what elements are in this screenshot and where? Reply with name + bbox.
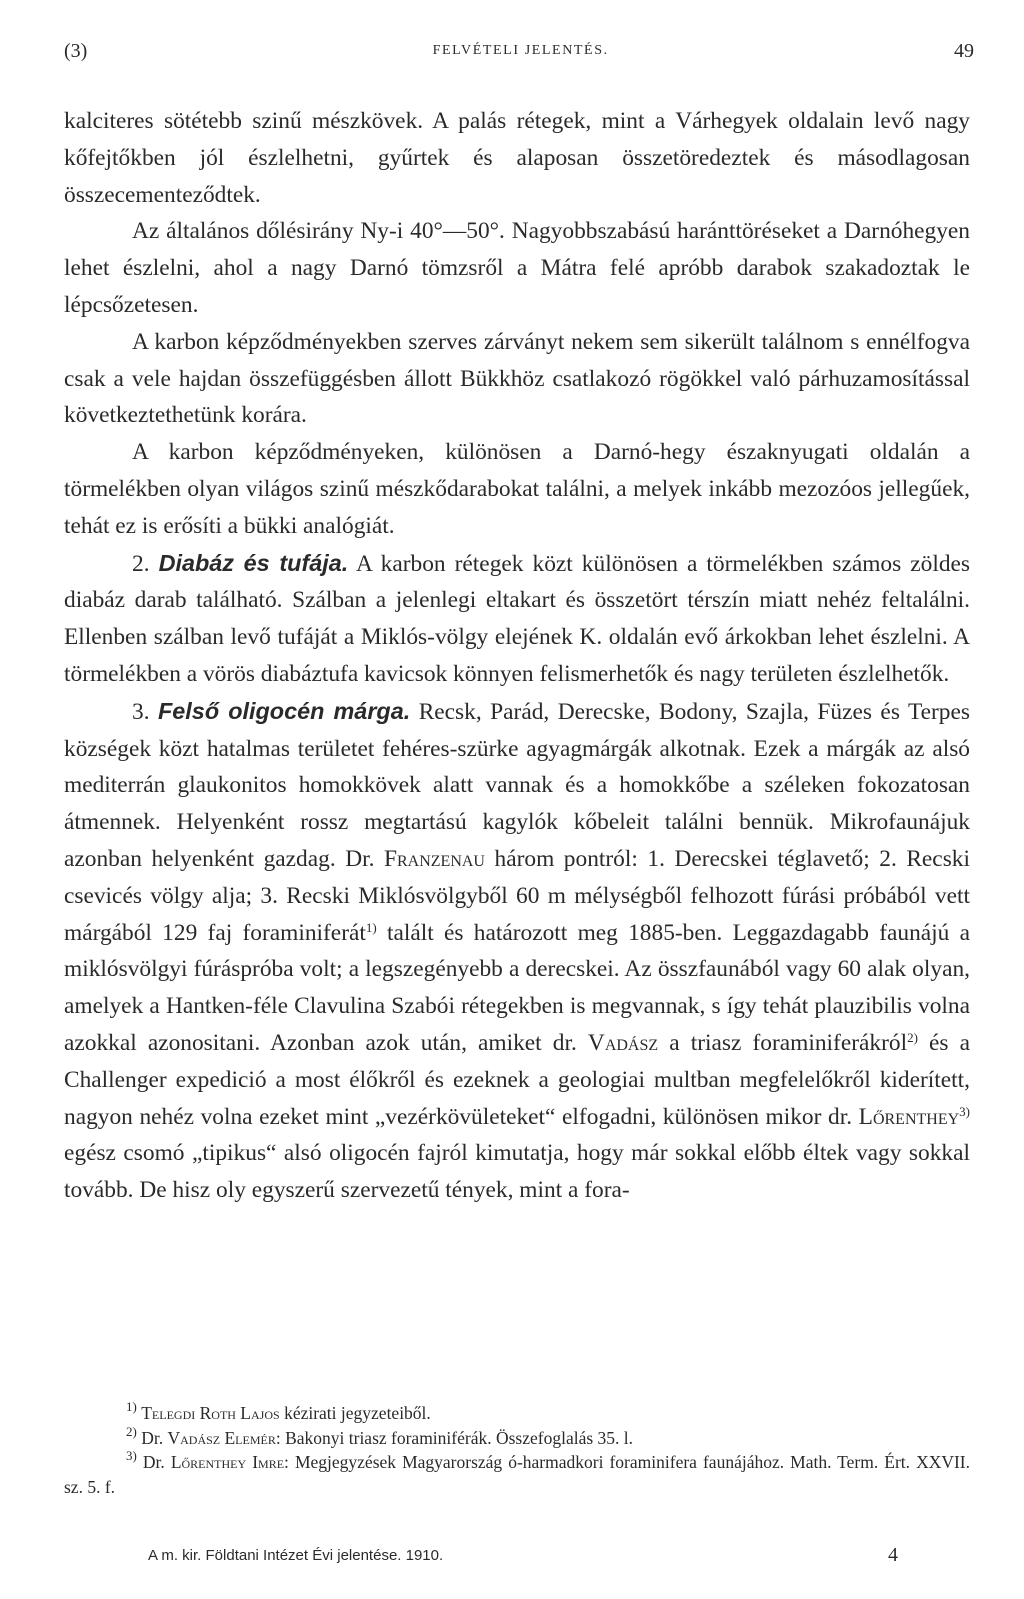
- paragraph-1: kalciteres sötétebb szinű mészkövek. A palás rétegek, mint a Várhegyek oldalain levő nagy kőfejtőkben jól észlelhetni, gyűrtek és alaposan összetöredeztek és másodlagosan összecementeződtek.: [64, 108, 970, 208]
- footnote-2-author: Vadász Elemér:: [167, 1427, 281, 1448]
- page-footer: [148, 1544, 898, 1567]
- paragraph-5: [64, 545, 970, 693]
- running-title: FELVÉTELI JELENTÉS.: [432, 43, 609, 58]
- footnote-ref-2[interactable]: 2): [907, 1029, 918, 1045]
- footnote-1-text: kézirati jegyzeteiből.: [284, 1403, 431, 1423]
- footnote-2-number: 2): [126, 1423, 137, 1439]
- section-3-heading: Felső oligocén márga.: [158, 697, 411, 724]
- author-lorenthey: Lőrenthey: [858, 1103, 960, 1130]
- footnote-ref-1[interactable]: 1): [365, 919, 377, 935]
- page-header: [64, 36, 974, 66]
- paragraph-6-part-e: és a Challenger expedició a most élőkről és ezeknek a geologiai multban megfelelőkről kiderített, nagyon nehéz volna ezeket mint „vezérkövületeket“ elfogadni, különösen mikor dr.: [64, 1029, 970, 1130]
- paragraph-6-part-a: Recsk, Parád, Derecske, Bodony, Szajla, Füzes és Terpes községek közt hatalmas területet fehéres-szürke agyagmárgák alkotnak. Ezek a márgák az alsó mediterrán glaukonitos homokkövek alatt vannak és a homokkőbe a széleken fokozatosan átmennek. Helyenként rossz megtartású kagylók kőbeleit találni bennük. Mikrofaunájuk azonban helyenként gazdag. Dr.: [64, 698, 970, 872]
- paragraph-4: A karbon képződményeken, különösen a Darnó-hegy északnyugati oldalán a törmelékben olyan világos szinű mészkődarabokat találni, a melyek inkább mezozóos jellegűek, tehát ez is erősíti a bükki analógiát.: [64, 439, 970, 539]
- paragraph-6-part-f: egész csomó „tipikus“ alsó oligocén fajról kimutatja, hogy már sokkal előbb éltek vagy sokkal tovább. De hisz oly egyszerű szervezetű tények, mint a fora-: [64, 1140, 970, 1204]
- publication-line: A m. kir. Földtani Intézet Évi jelentése. 1910.: [148, 1547, 444, 1564]
- footnote-3-text: Megjegyzések Magyarország ó-harmadkori foraminifera faunájához. Math. Term. Ért. XXVII. sz. 5. f.: [64, 1452, 971, 1497]
- section-2-heading: Diabáz és tufája.: [158, 549, 349, 576]
- author-franzenau: Franzenau: [383, 845, 485, 872]
- footnotes: [64, 1401, 970, 1499]
- footnote-3-number: 3): [126, 1448, 137, 1463]
- paragraph-6-part-b: három pontról: 1. Derecskei téglavető; 2. Recski csevicés völgy alja; 3. Recski Miklósvölgyből 60 m mélységből felhozott fúrási próbából vett márgából 129 faj foraminiferát: [64, 845, 970, 946]
- paragraph-5-text: A karbon rétegek közt különösen a törmelékben számos zöldes diabáz darab található. Szálban a jelenlegi eltakart és összetört térszín miatt nehéz feltalálni. Ellenben szálban levő tufáját a Miklós-völgy elejének K. oldalán evő árkokban lehet észlelni. A törmelékben a vörös diabáztufa kavicsok könnyen felismerhetők és nagy területen észlelhetők.: [64, 550, 970, 687]
- body-text: [64, 103, 970, 1209]
- section-3-number: 3.: [132, 698, 150, 725]
- footnote-3-prefix: Dr.: [142, 1452, 165, 1472]
- footnote-1-author: Telegdi Roth Lajos: [141, 1403, 280, 1423]
- section-number: (3): [64, 39, 88, 62]
- paragraph-6-part-c: talált és határozott meg 1885-ben. Leggazdagabb faunájú a miklósvölgyi fúráspróba volt; a legszegényebb a derecskei. Az összfaunából vagy 60 alak olyan, amelyek a Hantken-féle Clavulina Szabói rétegekben is megvannak, s így tehát plauzibilis volna azokkal azonositani. Azonban azok után, amiket dr.: [64, 919, 971, 1056]
- footnote-3-author: Lőrenthey Imre:: [170, 1452, 289, 1472]
- paragraph-2: Az általános dőlésirány Ny-i 40°—50°. Nagyobbszabású haránttöréseket a Darnóhegyen lehet észlelni, ahol a nagy Darnó tömzsről a Mátra felé apróbb darabok szakadoztak le lépcsőzetesen.: [64, 218, 970, 318]
- paragraph-6-part-d: a triasz foraminiferákról: [669, 1029, 908, 1056]
- author-vadasz: Vadász: [587, 1029, 659, 1056]
- footnote-2: [64, 1423, 970, 1451]
- footnote-3: [64, 1450, 970, 1499]
- page-number: 49: [953, 39, 974, 62]
- footnote-1: [64, 1401, 970, 1426]
- paragraph-3: A karbon képződményekben szerves zárványt nekem sem sikerült találnom s ennélfogva csak a vele hajdan összefüggésben állott Bükkhöz csatlakozó rögökkel való párhuzamosítással következtethetünk korára.: [64, 328, 970, 429]
- paragraph-6: [64, 693, 970, 1209]
- signature-mark: 4: [888, 1544, 898, 1566]
- footnote-1-number: 1): [126, 1399, 137, 1414]
- footnote-2-text: Bakonyi triasz foraminiférák. Összefoglalás 35. l.: [285, 1427, 634, 1448]
- section-2-number: 2.: [132, 550, 150, 577]
- footnote-2-prefix: Dr.: [141, 1427, 164, 1448]
- footnote-ref-3[interactable]: 3): [959, 1103, 970, 1119]
